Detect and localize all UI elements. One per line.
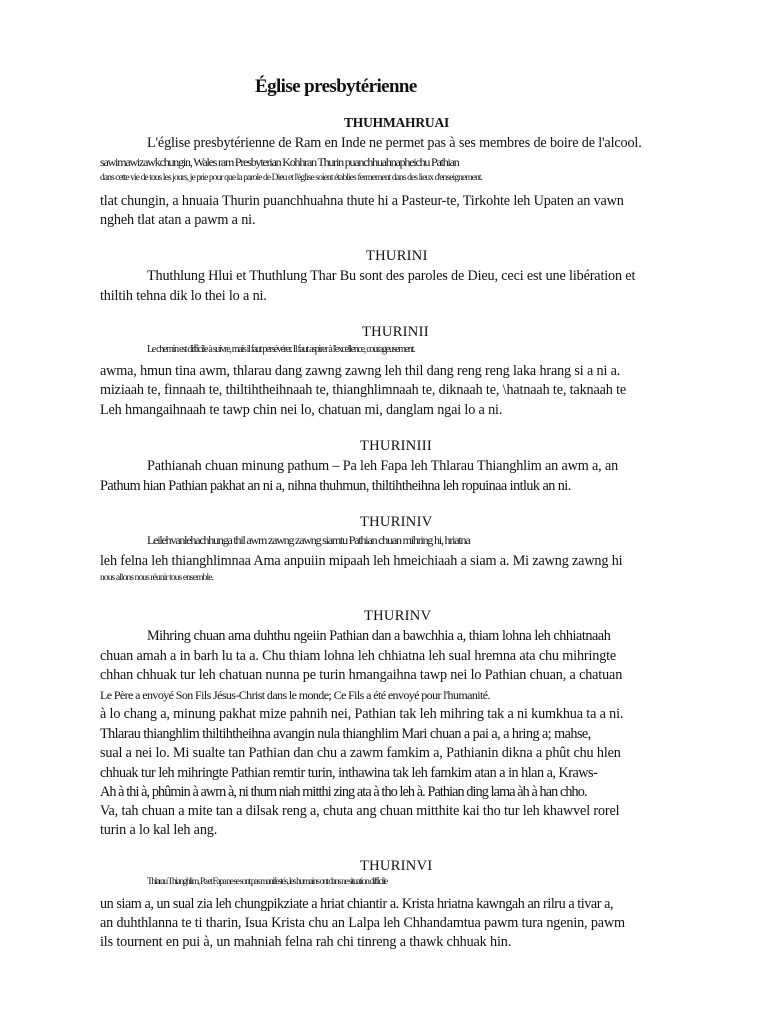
thurin-6-line: an duhthlanna te ti tharin, Isua Krista chu an Lalpa leh Chhandamtua pawm tura ngenin, pawm: [100, 915, 625, 931]
thurin-3-line: Pathianah chuan minung pathum – Pa leh Fapa leh Thlarau Thianghlim an awm a, an: [147, 458, 619, 474]
page-title: Église presbytérienne: [255, 76, 417, 97]
thurin-2-line: Leh hmangaihnaah te tawp chin nei lo, chatuan mi, danglam ngai lo a ni.: [100, 402, 503, 418]
section-heading-thurin-5: THURINV: [364, 608, 432, 624]
thurin-5-line: turin a lo kal leh ang.: [100, 822, 218, 838]
intro-line: L'église presbytérienne de Ram en Inde ne permet pas à ses membres de boire de l'alcool.: [147, 135, 642, 151]
section-heading-thurin-1: THURINI: [366, 248, 428, 264]
section-heading-thurin-3: THURINIII: [360, 438, 432, 454]
thurin-5-line: chhan chhuak tur leh chatuan nunna pe turin hmangaihna tawp nei lo Pathian chuan, a chatuan: [100, 667, 623, 683]
thurin-5-line: chuan amah a in barh lu ta a. Chu thiam lohna leh chhiatna leh sual hremna ata chu mihringte: [100, 648, 617, 664]
section-heading-thuhmahruai: THUHMAHRUAI: [344, 115, 450, 130]
intro-line: sawimawizawkchungin, Wales ram Presbyterian Kohhran Thurin puanchhuahnapheichu Pathian: [100, 155, 459, 169]
thurin-6-line: Thlarau Thianghlim, Pa et Fapa ne se sont pas manifestés, les humains ont dans ne situation difficile: [147, 877, 387, 887]
thurin-3-line: Pathum hian Pathian pakhat an ni a, nihna thuhmun, thiltihtheihna leh ropuinaa intluk an ni.: [100, 478, 571, 494]
section-heading-thurin-6: THURINVI: [360, 858, 433, 874]
thurin-2-line: Le chemin est difficile à suivre, mais il faut persévérer. Il faut aspirer à l'excellence, courageusement.: [147, 344, 415, 355]
thurin-5-line: Va, tah chuan a mite tan a dilsak reng a, chuta ang chuan mitthite kai tho tur leh khawvel rorel: [100, 803, 620, 819]
thurin-1-line: Thuthlung Hlui et Thuthlung Thar Bu sont des paroles de Dieu, ceci est une libération et: [147, 268, 636, 284]
thurin-4-line: nous allons nous réunir tous ensemble.: [100, 573, 214, 583]
intro-line: dans cette vie de tous les jours, je prie pour que la parole de Dieu et l'église soient établies fermement dans des lieux d'enseignement.: [100, 173, 483, 183]
intro-line: tlat chungin, a hnuaia Thurin puanchhuahna thute hi a Pasteur-te, Tirkohte leh Upaten an vawn: [100, 193, 624, 209]
thurin-1-line: thiltih tehna dik lo thei lo a ni.: [100, 288, 267, 304]
thurin-5-line: à lo chang a, minung pakhat mize pahnih nei, Pathian tak leh mihring tak a ni kumkhua ta a ni.: [100, 706, 624, 722]
thurin-5-line: Mihring chuan ama duhthu ngeiin Pathian dan a bawchhia a, thiam lohna leh chhiatnaah: [147, 628, 611, 644]
intro-line: ngheh tlat atan a pawm a ni.: [100, 212, 256, 228]
thurin-2-line: miziaah te, finnaah te, thiltihtheihnaah te, thianghlimnaah te, diknaah te, \hatnaah te, taknaah te: [100, 382, 627, 398]
thurin-5-line: Ah à thi à, phûmin à awm à, ni thum niah mitthi zing ata à tho leh à. Pathian ding lama àh à han chho.: [100, 784, 587, 800]
thurin-6-line: ils tournent en pui à, un mahniah felna rah chi tinreng a thawk chhuak hin.: [100, 934, 512, 950]
thurin-5-line: chhuak tur leh mihringte Pathian remtir turin, inthawina tak leh famkim atan a in hlan a, Kraws-: [100, 765, 598, 781]
thurin-5-line: Thlarau thianghlim thiltihtheihna avangin nula thianghlim Mari chuan a pai a, a hring a; mahse,: [100, 726, 591, 742]
thurin-4-line: Leilehvanlehachhunga thil awm zawng zawng siamtu Pathian chuan mihring hi, hriatna: [147, 533, 470, 547]
thurin-2-line: awma, hmun tina awm, thlarau dang zawng zawng leh thil dang reng reng laka hrang si a ni a.: [100, 363, 621, 379]
thurin-6-line: un siam a, un sual zia leh chungpikziate a hriat chiantir a. Krista hriatna kawngah an rilru a tivar a,: [100, 896, 614, 912]
section-heading-thurin-2: THURINII: [362, 324, 429, 340]
thurin-5-line: Le Père a envoyé Son Fils Jésus-Christ dans le monde; Ce Fils a été envoyé pour l'humanité.: [100, 688, 490, 702]
thurin-5-line: sual a nei lo. Mi sualte tan Pathian dan chu a zawm famkim a, Pathianin dikna a phût chu hlen: [100, 745, 621, 761]
section-heading-thurin-4: THURINIV: [360, 514, 433, 530]
thurin-4-line: leh felna leh thianghlimnaa Ama anpuiin mipaah leh hmeichiaah a siam a. Mi zawng zawng hi: [100, 553, 623, 569]
